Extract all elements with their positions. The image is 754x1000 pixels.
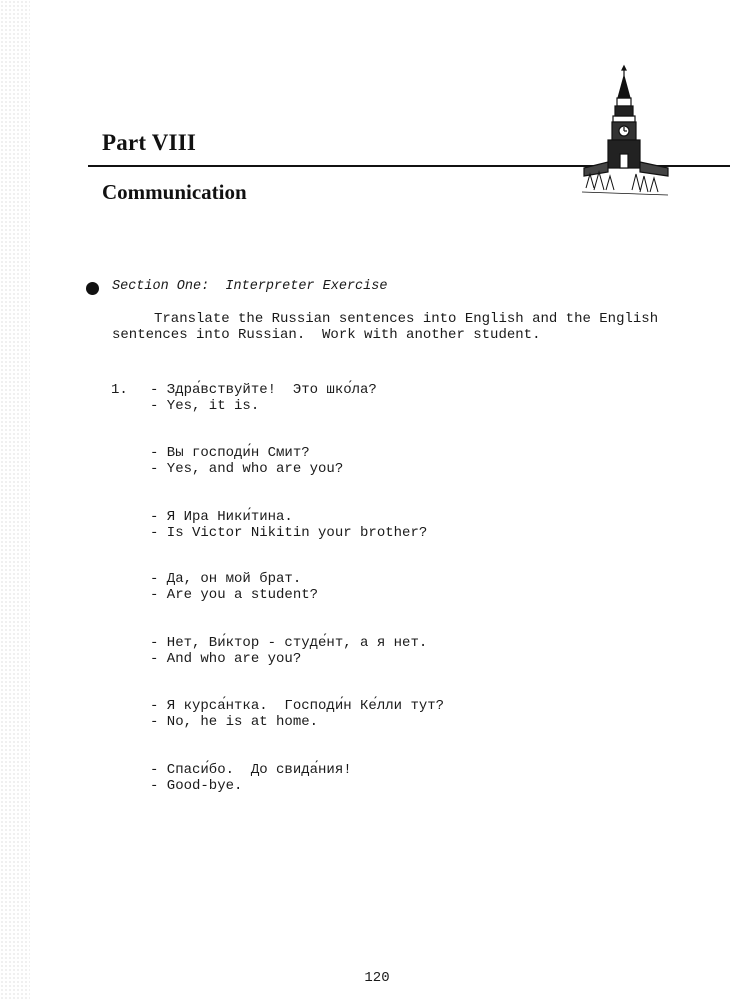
dialogue-line: - No, he is at home.	[150, 714, 319, 730]
dialogue-line: - And who are you?	[150, 651, 302, 667]
page-number: 120	[364, 970, 390, 986]
dialogue-line: - Yes, it is.	[150, 398, 260, 414]
exercise-number: 1.	[111, 382, 128, 398]
dialogue-line: - Спаси́бо. До свида́ния!	[150, 762, 352, 778]
dialogue-line: - Здра́вствуйте! Это шко́ла?	[150, 382, 377, 398]
dialogue-line: - Good-bye.	[150, 778, 243, 794]
part-subtitle: Communication	[102, 180, 247, 204]
dialogue-line: - Нет, Ви́ктор - студе́нт, а я нет.	[150, 635, 428, 651]
scan-edge-noise	[0, 0, 30, 1000]
instructions-line: sentences into Russian. Work with another student.	[112, 327, 541, 343]
part-title: Part VIII	[102, 130, 197, 155]
kremlin-tower-icon	[580, 64, 670, 196]
dialogue-line: - Я Ира Ники́тина.	[150, 509, 293, 525]
instructions-line: Translate the Russian sentences into English and the English	[112, 311, 659, 327]
dialogue-line: - Is Victor Nikitin your brother?	[150, 525, 428, 541]
dialogue-line: - Yes, and who are you?	[150, 461, 344, 477]
instructions	[112, 311, 732, 343]
dialogue-line: - Вы господи́н Смит?	[150, 445, 310, 461]
section-heading: Section One: Interpreter Exercise	[112, 279, 388, 294]
dialogue-line: - Я курса́нтка. Господи́н Ке́лли тут?	[150, 698, 445, 714]
dialogue-line: - Are you a student?	[150, 587, 319, 603]
section-bullet	[86, 282, 99, 295]
dialogue-line: - Да, он мой брат.	[150, 571, 302, 587]
